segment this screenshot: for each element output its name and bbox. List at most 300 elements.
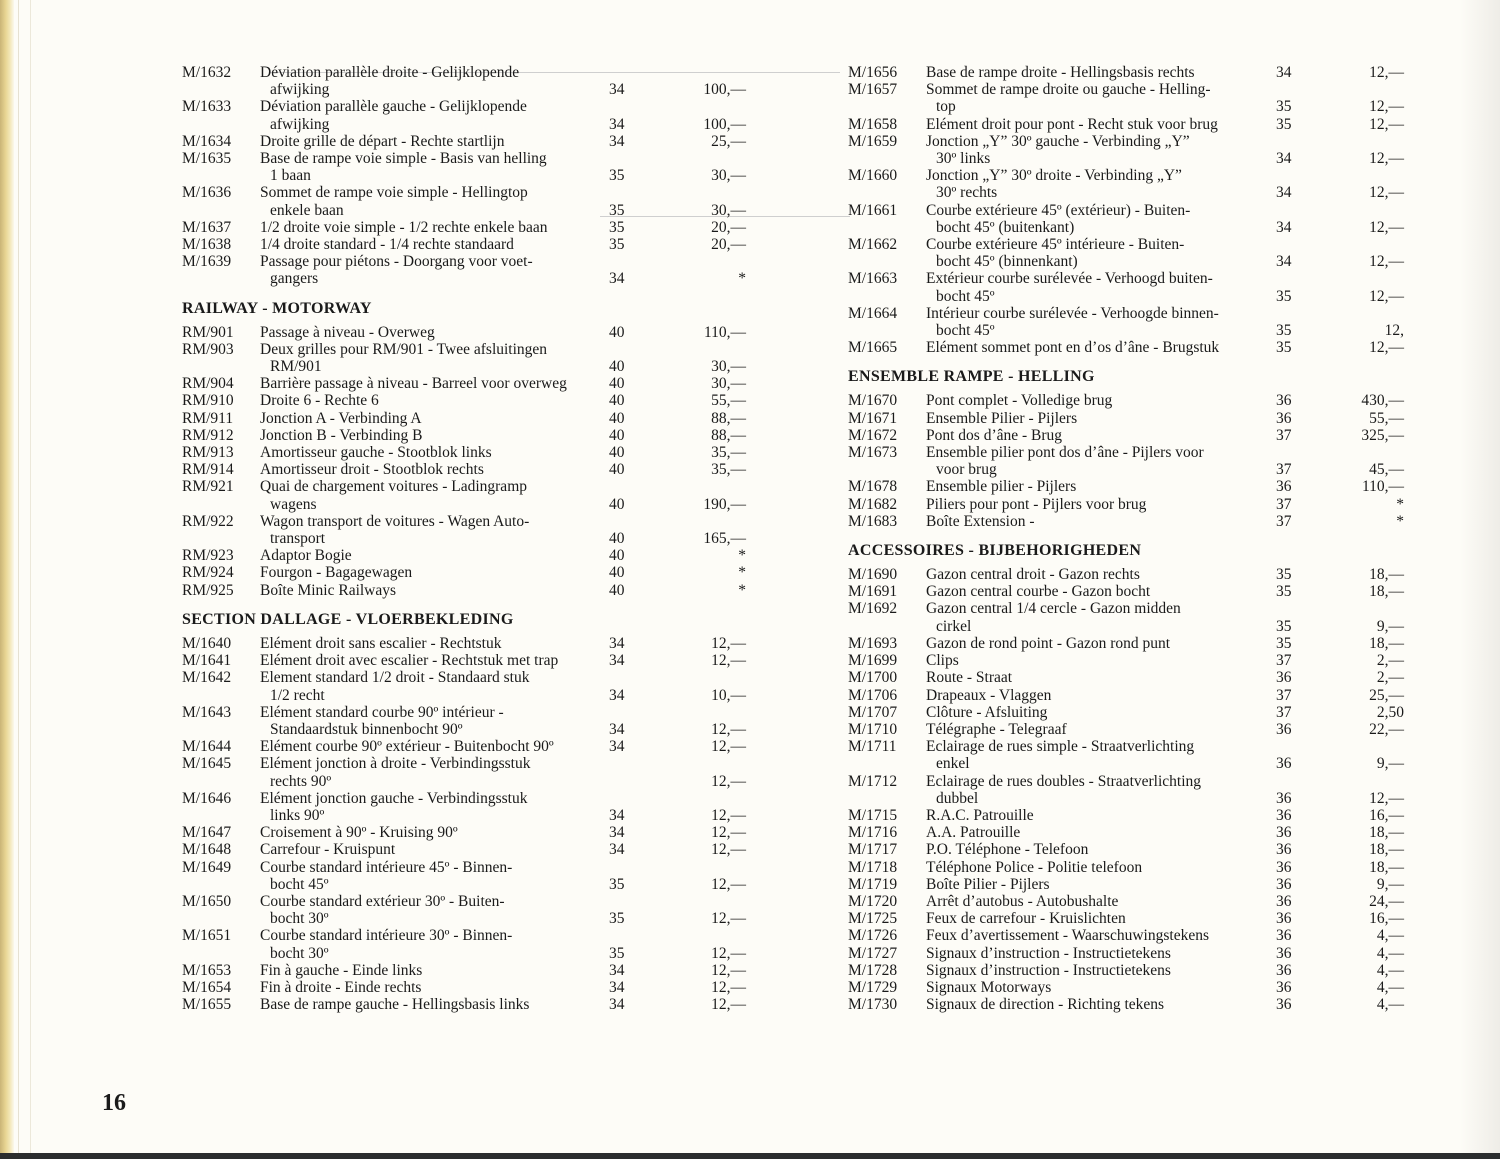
item-code: M/1691 — [848, 583, 898, 601]
item-description — [926, 116, 1278, 133]
catalog-row — [848, 496, 1418, 513]
catalog-row — [182, 824, 762, 841]
item-page-ref: 35 — [609, 218, 625, 236]
item-code: RM/910 — [182, 392, 234, 410]
catalog-row — [182, 755, 762, 789]
catalog-row — [182, 635, 762, 652]
description-continuation: Standaardstuk binnenbocht 90º — [270, 720, 463, 738]
description-line: Droite grille de départ - Rechte startlijn — [260, 132, 505, 150]
description-line: Feux de carrefour - Kruislichten — [926, 910, 1126, 928]
description-line: Télégraphe - Telegraaf — [926, 720, 1067, 738]
catalog-row — [848, 427, 1418, 444]
description-line: 1/2 droite voie simple - 1/2 rechte enkele baan — [260, 218, 548, 236]
description-line: Fourgon - Bagagewagen — [260, 564, 413, 582]
item-code: M/1715 — [848, 806, 898, 824]
catalog-row — [182, 669, 762, 703]
item-code: M/1636 — [182, 184, 232, 202]
item-price: 30,— — [711, 375, 746, 393]
item-page-ref: 40 — [609, 495, 625, 513]
catalog-row — [848, 116, 1418, 133]
catalog-row — [848, 945, 1418, 962]
catalog-row — [182, 236, 762, 253]
item-code: M/1683 — [848, 512, 898, 530]
catalog-row — [848, 962, 1418, 979]
item-code: M/1637 — [182, 218, 232, 236]
item-page-ref: 34 — [609, 132, 625, 150]
item-price: 4,— — [1376, 996, 1404, 1014]
item-page-ref: 34 — [609, 996, 625, 1014]
item-code: RM/903 — [182, 340, 234, 358]
description-continuation: dubbel — [936, 789, 979, 807]
description-line: Quai de chargement voitures - Ladingramp — [260, 478, 527, 496]
item-price: 12,— — [1369, 339, 1404, 357]
item-description — [260, 375, 610, 392]
item-page-ref: 40 — [609, 581, 625, 599]
item-price: 9,— — [1376, 617, 1404, 635]
catalog-row — [848, 669, 1418, 686]
item-price: 12,— — [1369, 98, 1404, 116]
catalog-row — [182, 64, 762, 98]
description-line: 1/4 droite standard - 1/4 rechte standaard — [260, 236, 514, 254]
item-page-ref: 35 — [1276, 583, 1292, 601]
item-price: 18,— — [1369, 858, 1404, 876]
item-code: M/1726 — [848, 927, 898, 945]
item-page-ref: 35 — [609, 944, 625, 962]
description-line: Elément sommet pont en d’os d’âne - Brugstuk — [926, 339, 1220, 357]
item-page-ref: 40 — [609, 426, 625, 444]
description-line: Deux grilles pour RM/901 - Twee afsluitingen — [260, 340, 548, 358]
description-line: Courbe extérieure 45º (extérieur) - Buiten- — [926, 201, 1191, 219]
description-continuation: rechts 90º — [270, 772, 332, 790]
catalog-row — [182, 564, 762, 581]
item-page-ref: 37 — [1276, 461, 1292, 479]
item-description — [260, 184, 610, 218]
item-code: M/1661 — [848, 201, 898, 219]
item-code: M/1718 — [848, 858, 898, 876]
page-shadow — [1460, 0, 1500, 1159]
item-price: 12,— — [1369, 287, 1404, 305]
item-code: M/1730 — [848, 996, 898, 1014]
description-line: Signaux de direction - Richting tekens — [926, 996, 1165, 1014]
catalog-row — [848, 202, 1418, 236]
item-price: * — [738, 564, 746, 582]
item-price: 12,— — [711, 738, 746, 756]
description-continuation: gangers — [270, 270, 319, 288]
catalog-row — [848, 270, 1418, 304]
item-price: 88,— — [711, 426, 746, 444]
catalog-row — [182, 841, 762, 858]
item-code: M/1673 — [848, 444, 898, 462]
item-price: 30,— — [711, 201, 746, 219]
item-code: M/1690 — [848, 566, 898, 584]
description-line: Jonction „Y” 30º droite - Verbinding „Y” — [926, 167, 1182, 185]
item-code: M/1660 — [848, 167, 898, 185]
item-page-ref: 35 — [609, 236, 625, 254]
item-page-ref: 40 — [609, 564, 625, 582]
item-page-ref: 37 — [1276, 652, 1292, 670]
catalog-section — [848, 542, 1418, 1013]
item-description — [926, 859, 1278, 876]
catalog-row — [182, 253, 762, 287]
catalog-row — [848, 600, 1418, 634]
item-description — [260, 253, 610, 287]
description-line: Eclairage de rues doubles - Straatverlichting — [926, 772, 1202, 790]
description-line: Signaux d’instruction - Instructietekens — [926, 944, 1171, 962]
item-price: 12,— — [711, 824, 746, 842]
item-code: RM/914 — [182, 461, 234, 479]
item-code: M/1655 — [182, 996, 232, 1014]
item-description — [926, 824, 1278, 841]
description-line: Gazon central droit - Gazon rechts — [926, 566, 1140, 584]
item-page-ref: 35 — [1276, 634, 1292, 652]
item-page-ref: 40 — [609, 547, 625, 565]
item-price: 55,— — [711, 392, 746, 410]
item-page-ref: 37 — [1276, 512, 1292, 530]
item-page-ref: 36 — [1276, 392, 1292, 410]
catalog-row — [182, 547, 762, 564]
description-line: Amortisseur droit - Stootblok rechts — [260, 461, 484, 479]
item-page-ref: 36 — [1276, 978, 1292, 996]
description-line: Boîte Minic Railways — [260, 581, 397, 599]
item-price: 12,— — [1369, 184, 1404, 202]
item-description — [926, 910, 1278, 927]
item-code: RM/911 — [182, 409, 234, 427]
item-page-ref: 36 — [1276, 910, 1292, 928]
item-price: 18,— — [1369, 824, 1404, 842]
description-line: Pont complet - Volledige brug — [926, 392, 1113, 410]
item-description — [260, 652, 610, 669]
item-page-ref: 34 — [609, 81, 625, 99]
description-line: Courbe standard extérieur 30º - Buiten- — [260, 892, 505, 910]
item-code: M/1725 — [848, 910, 898, 928]
item-code: M/1643 — [182, 703, 232, 721]
item-code: M/1635 — [182, 150, 232, 168]
catalog-section — [848, 368, 1418, 530]
item-price: 4,— — [1376, 927, 1404, 945]
catalog-row — [848, 566, 1418, 583]
item-code: M/1645 — [182, 755, 232, 773]
description-line: P.O. Téléphone - Telefoon — [926, 841, 1089, 859]
item-page-ref: 35 — [1276, 115, 1292, 133]
item-code: M/1658 — [848, 115, 898, 133]
item-code: RM/912 — [182, 426, 234, 444]
catalog-row — [848, 583, 1418, 600]
description-continuation: bocht 30º — [270, 910, 329, 928]
catalog-row — [848, 81, 1418, 115]
item-page-ref: 37 — [1276, 495, 1292, 513]
item-price: 12,— — [1369, 115, 1404, 133]
catalog-row — [848, 687, 1418, 704]
item-description — [926, 583, 1278, 600]
item-description — [926, 721, 1278, 738]
description-continuation: bocht 45º (buitenkant) — [936, 218, 1075, 236]
catalog-row — [182, 184, 762, 218]
item-price: 18,— — [1369, 566, 1404, 584]
item-code: RM/924 — [182, 564, 234, 582]
item-description — [926, 635, 1278, 652]
catalog-row — [182, 444, 762, 461]
item-price: 12,— — [711, 944, 746, 962]
item-page-ref: 35 — [1276, 566, 1292, 584]
item-page-ref: 34 — [609, 270, 625, 288]
item-page-ref: 36 — [1276, 892, 1292, 910]
item-description — [260, 392, 610, 409]
item-price: 12,— — [711, 634, 746, 652]
description-line: Eclairage de rues simple - Straatverlichting — [926, 738, 1195, 756]
item-price: 9,— — [1376, 755, 1404, 773]
item-code: RM/922 — [182, 512, 234, 530]
item-description — [926, 496, 1278, 513]
item-description — [260, 513, 610, 547]
description-line: Gazon central 1/4 cercle - Gazon midden — [926, 600, 1181, 618]
item-price: 12,— — [711, 772, 746, 790]
item-description — [926, 927, 1278, 944]
item-page-ref: 36 — [1276, 755, 1292, 773]
catalog-row — [182, 927, 762, 961]
catalog-row — [182, 582, 762, 599]
item-price: 25,— — [711, 132, 746, 150]
item-description — [260, 219, 610, 236]
catalog-row — [848, 236, 1418, 270]
item-description — [926, 202, 1278, 236]
description-line: Barrière passage à niveau - Barreel voor overweg — [260, 375, 567, 393]
catalog-row — [848, 841, 1418, 858]
description-line: Droite 6 - Rechte 6 — [260, 392, 379, 410]
description-line: Amortisseur gauche - Stootblok links — [260, 444, 492, 462]
item-page-ref: 34 — [609, 652, 625, 670]
item-price: 4,— — [1376, 944, 1404, 962]
catalog-row — [182, 962, 762, 979]
item-description — [260, 790, 610, 824]
item-code: M/1649 — [182, 858, 232, 876]
description-line: Passage à niveau - Overweg — [260, 323, 435, 341]
item-description — [926, 64, 1278, 81]
item-price: 25,— — [1369, 686, 1404, 704]
section-title: ACCESSOIRES - BIJBEHORIGHEDEN — [848, 542, 1142, 560]
item-page-ref: 40 — [609, 323, 625, 341]
description-line: Courbe standard intérieure 45º - Binnen- — [260, 858, 513, 876]
catalog-row — [848, 859, 1418, 876]
description-line: Elément jonction à droite - Verbindingsstuk — [260, 755, 531, 773]
item-price: * — [738, 581, 746, 599]
catalog-row — [182, 979, 762, 996]
scan-bottom-border — [0, 1153, 1500, 1159]
item-code: M/1634 — [182, 132, 232, 150]
item-price: 22,— — [1369, 720, 1404, 738]
item-price: 18,— — [1369, 583, 1404, 601]
description-line: Fin à droite - Einde rechts — [260, 978, 422, 996]
item-code: M/1639 — [182, 253, 232, 271]
item-price: 12,— — [1369, 253, 1404, 271]
item-code: M/1654 — [182, 978, 232, 996]
item-price: 325,— — [1361, 426, 1404, 444]
item-page-ref: 40 — [609, 358, 625, 376]
item-code: M/1700 — [848, 669, 898, 687]
item-page-ref: 36 — [1276, 961, 1292, 979]
description-line: Sommet de rampe droite ou gauche - Helling- — [926, 81, 1211, 99]
item-code: M/1640 — [182, 634, 232, 652]
item-page-ref: 36 — [1276, 858, 1292, 876]
item-price: 30,— — [711, 358, 746, 376]
item-description — [926, 566, 1278, 583]
catalog-row — [182, 478, 762, 512]
item-description — [926, 841, 1278, 858]
item-code: M/1682 — [848, 495, 898, 513]
left-column — [182, 64, 762, 1013]
item-code: M/1650 — [182, 892, 232, 910]
item-description — [260, 64, 610, 98]
item-page-ref: 34 — [1276, 184, 1292, 202]
item-description — [260, 98, 610, 132]
item-price: 110,— — [1361, 478, 1404, 496]
description-continuation: links 90º — [270, 806, 325, 824]
item-description — [926, 704, 1278, 721]
catalog-row — [848, 704, 1418, 721]
description-line: Intérieur courbe surélevée - Verhoogde binnen- — [926, 304, 1219, 322]
item-page-ref: 36 — [1276, 875, 1292, 893]
item-description — [926, 478, 1278, 495]
catalog-row — [848, 652, 1418, 669]
item-price: 4,— — [1376, 961, 1404, 979]
item-price: 12,— — [1369, 789, 1404, 807]
item-code: M/1656 — [848, 64, 898, 81]
catalog-row — [848, 410, 1418, 427]
item-page-ref: 36 — [1276, 824, 1292, 842]
description-line: Clôture - Afsluiting — [926, 703, 1048, 721]
item-price: 430,— — [1361, 392, 1404, 410]
item-code: M/1633 — [182, 98, 232, 116]
item-code: M/1647 — [182, 824, 232, 842]
item-price: 12,— — [711, 806, 746, 824]
item-description — [260, 635, 610, 652]
item-description — [260, 461, 610, 478]
item-page-ref: 34 — [609, 634, 625, 652]
item-description — [926, 652, 1278, 669]
description-continuation: voor brug — [936, 461, 997, 479]
description-line: Fin à gauche - Einde links — [260, 961, 423, 979]
item-code: RM/925 — [182, 581, 234, 599]
item-price: 16,— — [1369, 910, 1404, 928]
catalog-section — [182, 300, 762, 599]
item-description — [260, 478, 610, 512]
section-title: SECTION DALLAGE - VLOERBEKLEDING — [182, 610, 514, 628]
item-code: M/1670 — [848, 392, 898, 410]
item-page-ref: 34 — [609, 806, 625, 824]
item-price: 12,— — [711, 841, 746, 859]
description-continuation: RM/901 — [270, 358, 322, 376]
description-line: Jonction „Y” 30º gauche - Verbinding „Y” — [926, 132, 1190, 150]
description-continuation: bocht 45º — [270, 875, 329, 893]
description-continuation: bocht 45º (binnenkant) — [936, 253, 1078, 271]
description-line: Ensemble Pilier - Pijlers — [926, 409, 1078, 427]
item-code: M/1710 — [848, 720, 898, 738]
catalog-row — [848, 167, 1418, 201]
item-code: M/1671 — [848, 409, 898, 427]
item-description — [260, 133, 610, 150]
item-price: 12,— — [711, 961, 746, 979]
description-continuation: bocht 45º — [936, 322, 995, 340]
item-price: 10,— — [711, 686, 746, 704]
item-price: 45,— — [1369, 461, 1404, 479]
item-page-ref: 40 — [609, 461, 625, 479]
item-page-ref: 34 — [1276, 218, 1292, 236]
item-description — [926, 236, 1278, 270]
description-line: Ensemble pilier pont dos d’âne - Pijlers voor — [926, 444, 1204, 462]
catalog-row — [182, 219, 762, 236]
item-price: 30,— — [711, 167, 746, 185]
description-line: Elément droit pour pont - Recht stuk voor brug — [926, 115, 1218, 133]
item-code: M/1653 — [182, 961, 232, 979]
item-price: 12,— — [1369, 150, 1404, 168]
item-description — [260, 962, 610, 979]
description-line: Courbe extérieure 45º intérieure - Buiten- — [926, 236, 1185, 254]
item-page-ref: 34 — [609, 824, 625, 842]
item-description — [260, 444, 610, 461]
item-code: M/1642 — [182, 669, 232, 687]
catalog-row — [848, 392, 1418, 409]
item-description — [926, 305, 1278, 339]
catalog-row — [848, 721, 1418, 738]
item-description — [260, 824, 610, 841]
description-line: Piliers pour pont - Pijlers voor brug — [926, 495, 1147, 513]
catalog-row — [182, 324, 762, 341]
item-price: 110,— — [703, 323, 746, 341]
item-price: 190,— — [703, 495, 746, 513]
item-description — [926, 167, 1278, 201]
description-line: Gazon de rond point - Gazon rond punt — [926, 634, 1171, 652]
description-line: Elément droit avec escalier - Rechtstuk met trap — [260, 652, 559, 670]
item-description — [260, 859, 610, 893]
description-continuation: 30º rechts — [936, 184, 998, 202]
catalog-row — [182, 98, 762, 132]
item-code: M/1729 — [848, 978, 898, 996]
item-page-ref: 37 — [1276, 426, 1292, 444]
description-continuation: 30º links — [936, 150, 991, 168]
section-title: ENSEMBLE RAMPE - HELLING — [848, 368, 1095, 386]
item-code: M/1717 — [848, 841, 898, 859]
item-page-ref: 35 — [609, 167, 625, 185]
item-description — [260, 996, 610, 1013]
catalog-row — [848, 979, 1418, 996]
description-continuation: enkele baan — [270, 201, 344, 219]
item-page-ref: 35 — [1276, 617, 1292, 635]
catalog-row — [848, 478, 1418, 495]
item-price: * — [738, 270, 746, 288]
item-page-ref: 34 — [609, 720, 625, 738]
item-description — [926, 133, 1278, 167]
item-description — [926, 513, 1278, 530]
item-price: 88,— — [711, 409, 746, 427]
item-page-ref: 36 — [1276, 478, 1292, 496]
catalog-row — [848, 133, 1418, 167]
description-continuation: bocht 45º — [936, 287, 995, 305]
item-description — [926, 669, 1278, 686]
item-code: M/1638 — [182, 236, 232, 254]
item-code: M/1632 — [182, 64, 232, 81]
item-code: M/1646 — [182, 789, 232, 807]
item-code: M/1719 — [848, 875, 898, 893]
catalog-row — [182, 392, 762, 409]
catalog-row — [182, 859, 762, 893]
item-price: 4,— — [1376, 978, 1404, 996]
item-price: 20,— — [711, 218, 746, 236]
description-line: Carrefour - Kruispunt — [260, 841, 396, 859]
item-page-ref: 34 — [1276, 64, 1292, 81]
description-line: Clips — [926, 652, 959, 670]
catalog-row — [848, 305, 1418, 339]
item-page-ref: 35 — [609, 910, 625, 928]
item-price: 12,— — [711, 996, 746, 1014]
